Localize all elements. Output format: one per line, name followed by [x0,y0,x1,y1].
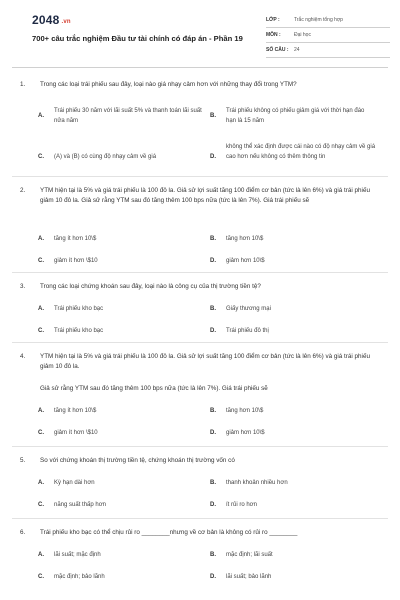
question-number: 3. [20,283,26,290]
option-text: Trái phiếu không có phiếu giảm giá với thời hạn đáo hạn là 15 năm [226,108,365,124]
meta-row-subject [266,28,390,43]
option-letter: D. [210,258,216,264]
option-text: lãi suất; mặc định [54,552,101,558]
option-letter: D. [210,328,216,334]
document-meta [266,13,390,58]
option-text: giảm ít hơn \$10 [54,430,98,436]
option-text: giảm ít hơn \$10 [54,258,98,264]
meta-value: 24 [294,47,300,53]
option-letter: A. [38,113,44,119]
question-divider [12,518,388,519]
option-letter: B. [210,480,216,486]
meta-value: Trắc nghiệm tổng hợp [294,17,343,23]
document-title: 700+ câu trắc nghiệm Đầu tư tài chính có đáp án - Phần 19 [32,34,243,43]
option-letter: A. [38,552,44,558]
option-letter: C. [38,328,44,334]
header-divider [12,67,388,68]
option-letter: A. [38,236,44,242]
option-text: Kỳ hạn dài hơn [54,480,95,486]
option-text: lãi suất; bảo lãnh [226,574,272,580]
site-logo[interactable] [32,13,71,27]
option-text: Trái phiếu 30 năm với lãi suất 5% và thanh toán lãi suất nửa năm [54,108,202,124]
option-text: giảm hơn 10\$ [226,430,265,436]
question-number: 5. [20,457,26,464]
option-text: thanh khoản nhiều hơn [226,480,288,486]
question-text: Trái phiếu kho bạc có thể chịu rủi ro ________nhưng về cơ bản là không có rủi ro ________ [40,529,298,536]
option-text: mặc định; bảo lãnh [54,574,105,580]
option-text: Trái phiếu kho bạc [54,328,104,334]
question-subtext: Giả sử rằng YTM sau đó tăng thêm 100 bps nữa (tức là lên 7%). Giá trái phiếu sẽ [40,385,268,392]
question-divider [12,446,388,447]
meta-row-count [266,43,390,58]
option-letter: C. [38,154,44,160]
option-text: Trái phiếu kho bạc [54,306,104,312]
question-number: 1. [20,81,26,88]
option-letter: A. [38,480,44,486]
option-letter: A. [38,408,44,414]
question-text: Trong các loại chứng khoán sau đây, loại nào là công cụ của thị trường tiền tệ? [40,283,261,290]
meta-value: Đại học [294,32,311,38]
option-letter: B. [210,236,216,242]
option-letter: C. [38,502,44,508]
option-letter: B. [210,306,216,312]
option-letter: C. [38,258,44,264]
question-text: So với chứng khoán thị trường tiền tệ, chứng khoán thị trường vốn có [40,457,235,464]
option-text: giảm hơn 10\$ [226,258,265,264]
option-text: (A) và (B) có cùng độ nhạy cảm về giá [54,154,157,160]
option-letter: B. [210,113,216,119]
option-letter: D. [210,430,216,436]
option-text: tăng ít hơn 10\$ [54,408,97,414]
page-header [12,0,388,70]
option-text: năng suất thấp hơn [54,502,106,508]
option-text: tăng hơn 10\$ [226,408,264,414]
meta-label: LỚP : [266,17,280,23]
option-text: tăng hơn 10\$ [226,236,264,242]
option-letter: C. [38,574,44,580]
option-text: Trái phiếu đô thị [226,328,269,334]
option-letter: A. [38,306,44,312]
question-divider [12,342,388,343]
option-letter: C. [38,430,44,436]
question-divider [12,176,388,177]
option-letter: D. [210,574,216,580]
meta-row-class [266,13,390,28]
logo-text: 2048 [32,13,60,27]
logo-suffix: .vn [61,19,71,25]
question-text: YTM hiện tại là 5% và giá trái phiếu là 100 đô la. Giả sử lợi suất tăng 100 điểm cơ bản (tức là lên 6%) và giá trái phiếu giảm 10 đô la. Giả sử rằng YTM sau đó tăng thêm 100 bps nữa (tức là lên 7%). Giá trái phiếu sẽ [40,187,370,204]
option-text: mặc định; lãi suất [226,552,273,558]
question-text: Trong các loại trái phiếu sau đây, loại nào giá nhạy cảm hơn với những thay đổi trong YTM? [40,81,297,88]
meta-label: MÔN : [266,32,281,38]
question-text: YTM hiện tại là 5% và giá trái phiếu là 100 đô la. Giả sử lợi suất tăng 100 điểm cơ bản (tức là lên 6%) và giá trái phiếu giảm 10 đô la. [40,353,370,370]
meta-label: SỐ CÂU : [266,47,289,53]
option-text: tăng ít hơn 10\$ [54,236,97,242]
option-text: Giấy thương mại [226,306,271,312]
option-text: ít rủi ro hơn [226,502,257,508]
option-letter: B. [210,552,216,558]
option-letter: D. [210,154,216,160]
question-number: 2. [20,187,26,194]
option-letter: D. [210,502,216,508]
question-number: 6. [20,529,26,536]
question-divider [12,272,388,273]
option-text: không thể xác định được cái nào có độ nhạy cảm về giá cao hơn nếu không có thêm thông tin [226,144,376,160]
option-letter: B. [210,408,216,414]
question-number: 4. [20,353,26,360]
